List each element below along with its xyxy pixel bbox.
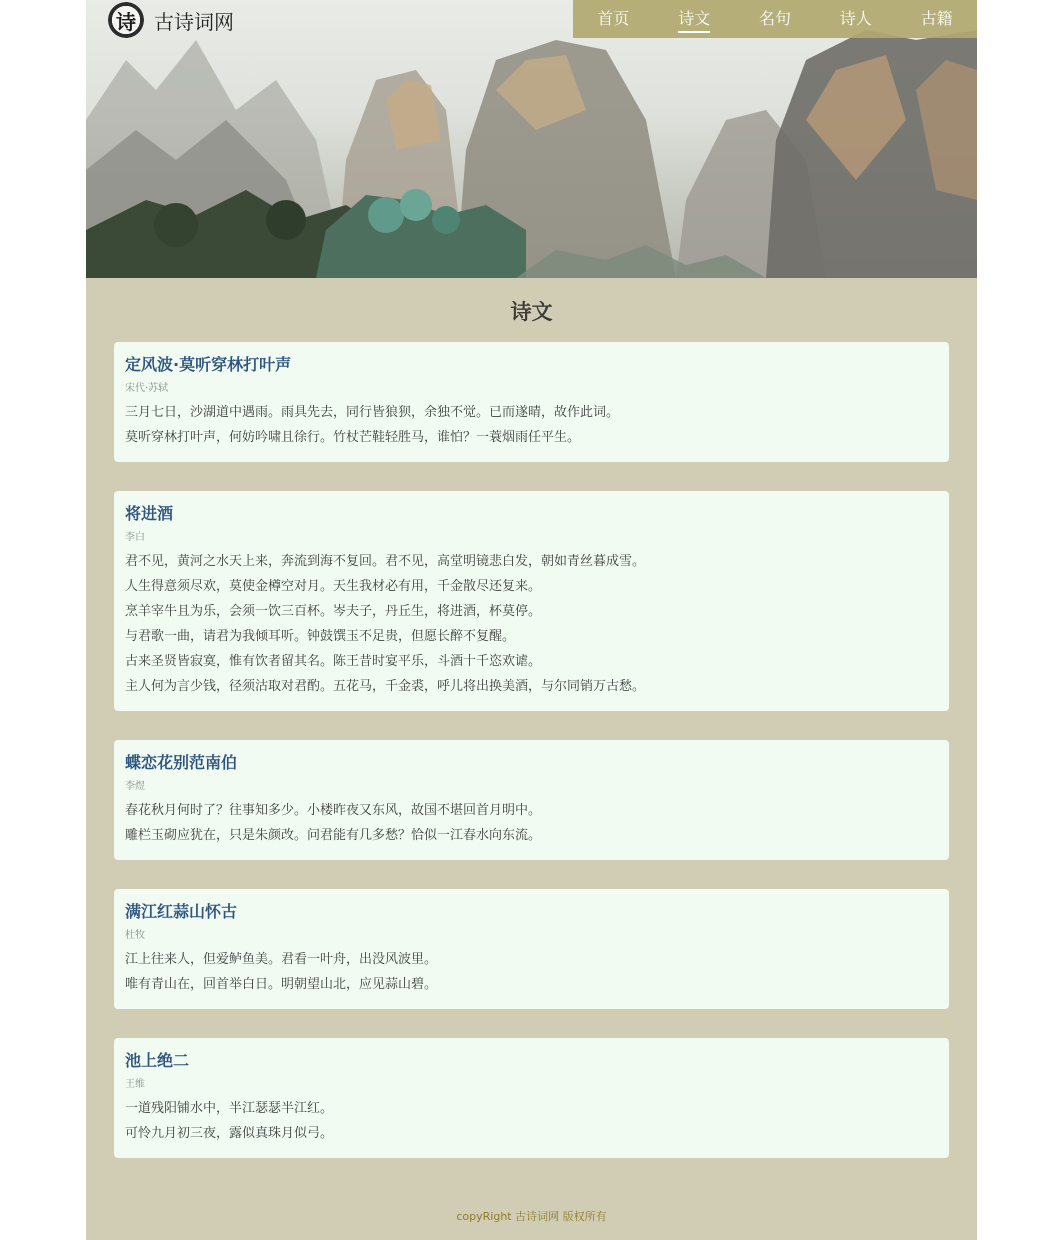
- poem-line: 与君歌一曲，请君为我倾耳听。钟鼓馔玉不足贵，但愿长醉不复醒。: [125, 629, 516, 644]
- nav-item-poets[interactable]: 诗人: [839, 9, 872, 28]
- poem-author[interactable]: 李煜: [125, 781, 145, 792]
- page-container: [86, 0, 977, 1240]
- nav-item-poems[interactable]: 诗文: [672, 0, 716, 38]
- page-title: 诗文: [510, 300, 553, 324]
- poem-title[interactable]: 定风波·莫听穿林打叶声: [125, 355, 292, 374]
- poem-line: 君不见，黄河之水天上来，奔流到海不复回。君不见，高堂明镜悲白发，朝如青丝暮成雪。: [125, 554, 646, 569]
- poem-line: 人生得意须尽欢，莫使金樽空对月。天生我材必有用，千金散尽还复来。: [125, 579, 542, 594]
- poem-author[interactable]: 宋代·苏轼: [125, 383, 169, 394]
- nav-item-home[interactable]: 首页: [597, 9, 630, 28]
- poem-line: 古来圣贤皆寂寞，惟有饮者留其名。陈王昔时宴平乐，斗酒十千恣欢谑。: [125, 654, 542, 669]
- nav-item-quotes[interactable]: 名句: [758, 9, 791, 28]
- poem-title[interactable]: 将进酒: [125, 504, 174, 523]
- nav-item-classics[interactable]: 古籍: [920, 9, 953, 28]
- poem-line: 主人何为言少钱，径须沽取对君酌。五花马，千金裘，呼儿将出换美酒，与尔同销万古愁。: [125, 679, 646, 694]
- poem-line: 三月七日，沙湖道中遇雨。雨具先去，同行皆狼狈，余独不觉。已而遂晴，故作此词。: [125, 405, 620, 420]
- poem-line: 烹羊宰牛且为乐，会须一饮三百杯。岑夫子，丹丘生，将进酒，杯莫停。: [125, 604, 542, 619]
- poem-line: 可怜九月初三夜，露似真珠月似弓。: [125, 1126, 334, 1141]
- poem-title[interactable]: 满江红蒜山怀古: [125, 902, 238, 921]
- poem-title[interactable]: 蝶恋花别范南伯: [125, 753, 238, 772]
- poem-title[interactable]: 池上绝二: [125, 1051, 190, 1070]
- poem-card: [114, 889, 949, 1009]
- poem-line: 唯有青山在，回首举白日。明朝望山北，应见蒜山碧。: [125, 977, 438, 992]
- poem-line: 雕栏玉砌应犹在，只是朱颜改。问君能有几多愁？恰似一江春水向东流。: [125, 828, 542, 843]
- poem-card: [114, 740, 949, 860]
- site-logo[interactable]: [108, 2, 234, 38]
- main-nav: [573, 0, 977, 38]
- poem-card: [114, 491, 949, 711]
- site-name: 古诗词网: [154, 9, 234, 34]
- footer-copyright: copyRight 古诗词网 版权所有: [456, 1210, 607, 1223]
- landscape-painting: [86, 0, 977, 278]
- poem-card: [114, 342, 949, 462]
- poem-author[interactable]: 李白: [125, 532, 145, 543]
- poem-card: [114, 1038, 949, 1158]
- poem-line: 一道残阳铺水中，半江瑟瑟半江红。: [125, 1101, 334, 1116]
- poem-author[interactable]: 王维: [125, 1079, 145, 1090]
- logo-icon: 诗: [108, 2, 144, 38]
- poem-author[interactable]: 杜牧: [125, 930, 145, 941]
- poem-line: 江上往来人，但爱鲈鱼美。君看一叶舟，出没风波里。: [125, 952, 438, 967]
- poem-line: 莫听穿林打叶声，何妨吟啸且徐行。竹杖芒鞋轻胜马，谁怕？一蓑烟雨任平生。: [125, 430, 581, 445]
- poem-line: 春花秋月何时了？往事知多少。小楼昨夜又东风，故国不堪回首月明中。: [125, 803, 542, 818]
- hero-banner: [86, 0, 977, 278]
